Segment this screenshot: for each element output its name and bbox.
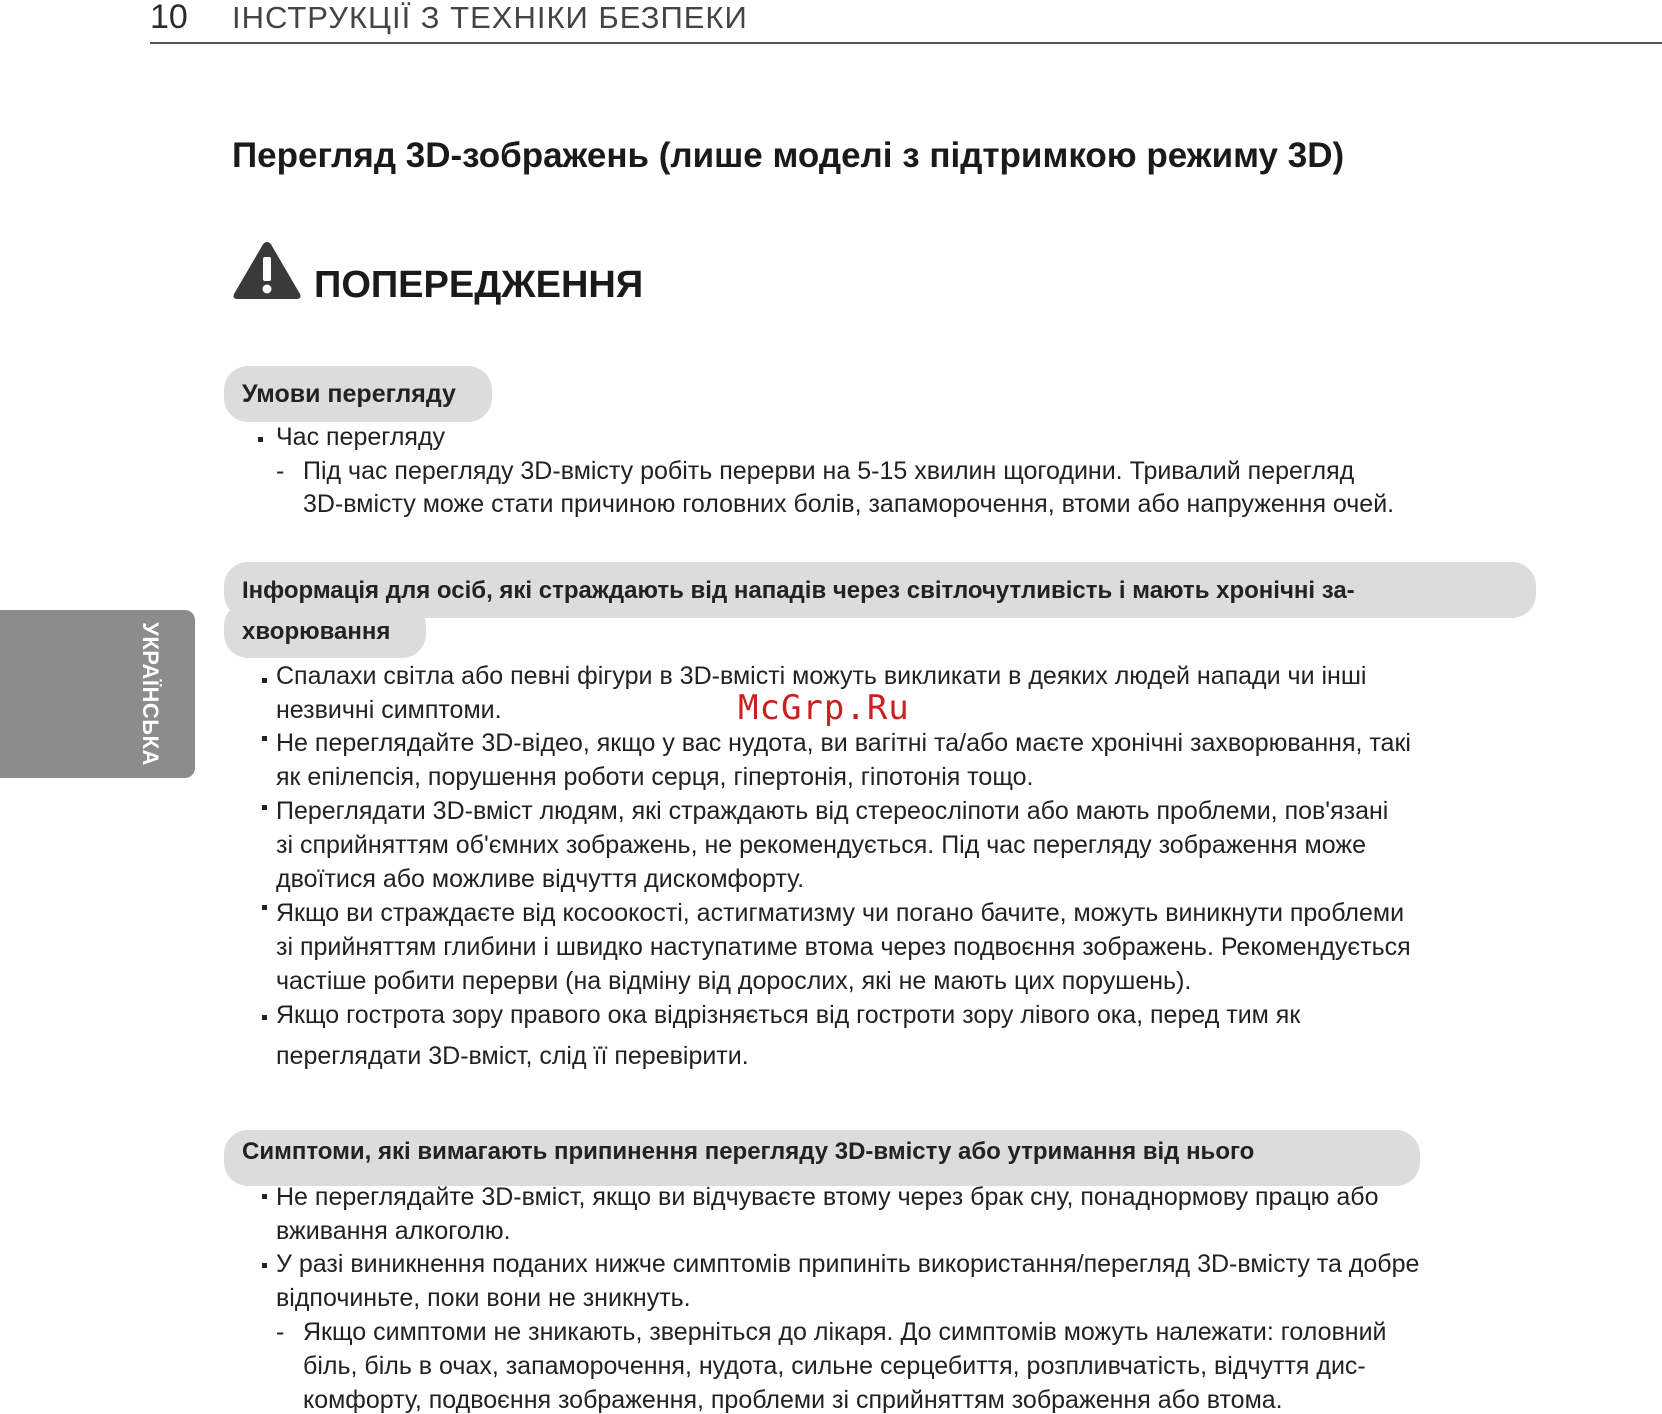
watermark: McGrp.Ru	[738, 688, 910, 728]
list-item-continuation: зі прийняттям глибини і швидко наступатиме втома через подвоєння зображень. Рекомендується	[276, 933, 1411, 961]
list-item-continuation: біль, біль в очах, запаморочення, нудота, сильне серцебиття, розпливчатість, відчуття дис-	[303, 1352, 1366, 1380]
bullet-marker	[262, 1194, 267, 1199]
list-item-continuation: зі сприйняттям об'ємних зображень, не рекомендується. Під час перегляду зображення може	[276, 831, 1366, 859]
bullet-marker	[262, 1263, 267, 1268]
list-item: Не переглядайте 3D-відео, якщо у вас нудота, ви вагітні та/або маєте хронічні захворювання, такі	[276, 729, 1411, 757]
list-item: Не переглядайте 3D-вміст, якщо ви відчуваєте втому через брак сну, понаднормову працю або	[276, 1183, 1379, 1211]
dash-marker: -	[276, 457, 285, 485]
list-item-continuation: двоїтися або можливе відчуття дискомфорту.	[276, 865, 805, 893]
list-item-continuation: переглядати 3D-вміст, слід її перевірити.	[276, 1042, 749, 1070]
header-divider	[150, 42, 1662, 44]
warning-triangle-icon	[232, 240, 302, 300]
list-item-continuation: незвичні симптоми.	[276, 696, 502, 724]
language-tab	[0, 610, 195, 778]
list-item: Спалахи світла або певні фігури в 3D-вмісті можуть викликати в деяких людей напади чи інші	[276, 662, 1367, 690]
list-item-continuation: вживання алкоголю.	[276, 1217, 511, 1245]
section-heading-text: Інформація для осіб, які страждають від нападів через світлочутливість і мають хронічні за-	[242, 577, 1355, 604]
list-item-continuation: як епілепсія, порушення роботи серця, гіпертонія, гіпотонія тощо.	[276, 763, 1034, 791]
list-item-continuation: відпочиньте, поки вони не зникнуть.	[276, 1284, 691, 1312]
list-item: Якщо симптоми не зникають, зверніться до лікаря. До симптомів можуть належати: головний	[303, 1318, 1387, 1346]
list-item-continuation: частіше робити перерви (на відміну від дорослих, які не мають цих порушень).	[276, 967, 1192, 995]
language-tab-label: УКРАЇНСЬКА	[138, 622, 163, 766]
list-item-continuation: комфорту, подвоєння зображення, проблеми зі сприйняттям зображення або втома.	[303, 1386, 1283, 1414]
page-title: Перегляд 3D-зображень (лише моделі з підтримкою режиму 3D)	[232, 136, 1345, 175]
bullet-marker	[262, 905, 267, 910]
bullet-marker	[258, 437, 263, 442]
bullet-marker	[262, 678, 267, 683]
bullet-marker	[262, 805, 267, 810]
section-title: ІНСТРУКЦІЇ З ТЕХНІКИ БЕЗПЕКИ	[232, 0, 748, 35]
section-heading-text: хворювання	[242, 618, 391, 645]
list-item: Час перегляду	[276, 423, 446, 451]
section-heading-text: Симптоми, які вимагають припинення перегляду 3D-вмісту або утримання від нього	[242, 1138, 1255, 1165]
list-item-continuation: 3D-вмісту може стати причиною головних болів, запаморочення, втоми або напруження очей.	[303, 490, 1395, 518]
list-item: Переглядати 3D-вміст людям, які страждають від стереосліпоти або мають проблеми, пов'язані	[276, 797, 1389, 825]
warning-title: ПОПЕРЕДЖЕННЯ	[314, 264, 644, 306]
list-item: Якщо ви страждаєте від косоокості, астигматизму чи погано бачите, можуть виникнути проблеми	[276, 899, 1405, 927]
page-number: 10	[150, 0, 188, 36]
dash-marker: -	[276, 1318, 285, 1346]
list-item: Якщо гострота зору правого ока відрізняється від гостроти зору лівого ока, перед тим як	[276, 1001, 1301, 1029]
list-item: Під час перегляду 3D-вмісту робіть перерви на 5-15 хвилин щогодини. Тривалий перегляд	[303, 457, 1355, 485]
bullet-marker	[262, 1015, 267, 1020]
list-item: У разі виникнення поданих нижче симптомів припиніть використання/перегляд 3D-вмісту та добре	[276, 1250, 1420, 1278]
bullet-marker	[262, 736, 267, 741]
section-heading-text: Умови перегляду	[242, 380, 456, 408]
